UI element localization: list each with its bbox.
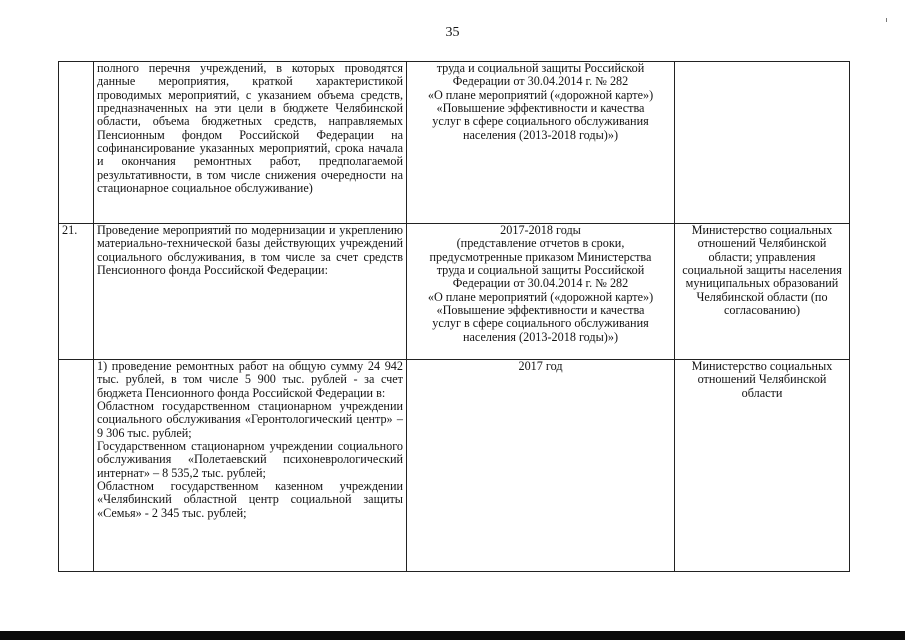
row-number: 21. <box>59 224 94 360</box>
deadline-line: «Повышение эффективности и качества <box>436 101 645 116</box>
deadline-line: «О плане мероприятий («дорожной карте») <box>427 289 654 304</box>
page-number: 35 <box>445 25 460 40</box>
responsible-line: отношений Челябинской <box>697 372 827 387</box>
responsible-line: муниципальных образований <box>685 276 839 291</box>
responsible-cell <box>675 62 850 224</box>
responsible-line: области; управления <box>708 249 816 264</box>
table-row <box>59 360 850 572</box>
deadline-line: предусмотренные приказом Министерства <box>429 249 652 264</box>
deadline-cell <box>407 62 675 224</box>
responsible-cell <box>675 360 850 572</box>
description-paragraph: Государственном стационарном учреждении социального обслуживания «Полетаевский психоневрологический интернат» – 8 535,2 тыс. рублей; <box>97 439 403 480</box>
deadline-line: населения (2013-2018 годы)») <box>462 329 619 344</box>
responsible-line: Министерство социальных <box>691 223 833 237</box>
description-paragraph: 1) проведение ремонтных работ на общую сумму 24 942 тыс. рублей, в том числе 5 900 тыс. рублей - за счет бюджета Пенсионного фонда Российской Федерации в: <box>97 359 403 400</box>
deadline-line: Федерации от 30.04.2014 г. № 282 <box>452 74 629 89</box>
scan-bottom-edge <box>0 631 905 640</box>
responsible-cell <box>675 224 850 360</box>
description-paragraph: полного перечня учреждений, в которых проводятся данные мероприятия, краткой характеристикой проводимых мероприятий, с указанием объема средств, предназначенных на эти цели в бюджете Челябинской области, объема бюджетных средств, направляемых Пенсионным фондом Российской Федерации на софинансирование указанных мероприятий, срока начала и окончания ремонтных работ, предполагаемой результативности, в том числе снижения очередности на стационарное социальное обслуживание) <box>97 61 403 196</box>
description-paragraph: Проведение мероприятий по модернизации и укреплению материально-технической базы действующих учреждений социального обслуживания, в том числе за счет средств Пенсионного фонда Российской Федерации: <box>97 223 403 278</box>
deadline-line: Федерации от 30.04.2014 г. № 282 <box>452 276 629 291</box>
deadline-line: услуг в сфере социального обслуживания <box>432 316 649 331</box>
deadline-line: 2017-2018 годы <box>500 223 581 237</box>
responsible-line: социальной защиты населения <box>682 263 842 278</box>
deadline-line: «О плане мероприятий («дорожной карте») <box>427 87 654 102</box>
deadline-line: 2017 год <box>518 359 563 373</box>
activity-description <box>94 62 407 224</box>
row-number <box>59 360 94 572</box>
deadline-line: труда и социальной защиты Российской <box>436 263 645 278</box>
row-number <box>59 62 94 224</box>
responsible-line: согласованию) <box>723 303 801 318</box>
responsible-line: отношений Челябинской <box>697 236 827 251</box>
activities-table <box>58 61 850 572</box>
responsible-line: Министерство социальных <box>691 359 833 373</box>
responsible-line: области <box>741 385 783 400</box>
table-row <box>59 62 850 224</box>
deadline-line: «Повышение эффективности и качества <box>436 303 645 318</box>
deadline-line: услуг в сфере социального обслуживания <box>432 114 649 129</box>
activity-description <box>94 360 407 572</box>
deadline-line: населения (2013-2018 годы)») <box>462 127 619 142</box>
description-paragraph: Областном государственном стационарном учреждении социального обслуживания «Геронтологический центр» – 9 306 тыс. рублей; <box>97 399 403 440</box>
description-paragraph: Областном государственном казенном учреждении «Челябинский областной центр социальной защиты «Семья» - 2 345 тыс. рублей; <box>97 479 403 520</box>
deadline-line: труда и социальной защиты Российской <box>436 61 645 75</box>
deadline-cell <box>407 224 675 360</box>
responsible-line: Челябинской области (по <box>696 289 828 304</box>
deadline-line: (представление отчетов в сроки, <box>456 236 625 251</box>
table-row <box>59 224 850 360</box>
scan-mark <box>886 18 887 22</box>
deadline-cell <box>407 360 675 572</box>
activity-description <box>94 224 407 360</box>
